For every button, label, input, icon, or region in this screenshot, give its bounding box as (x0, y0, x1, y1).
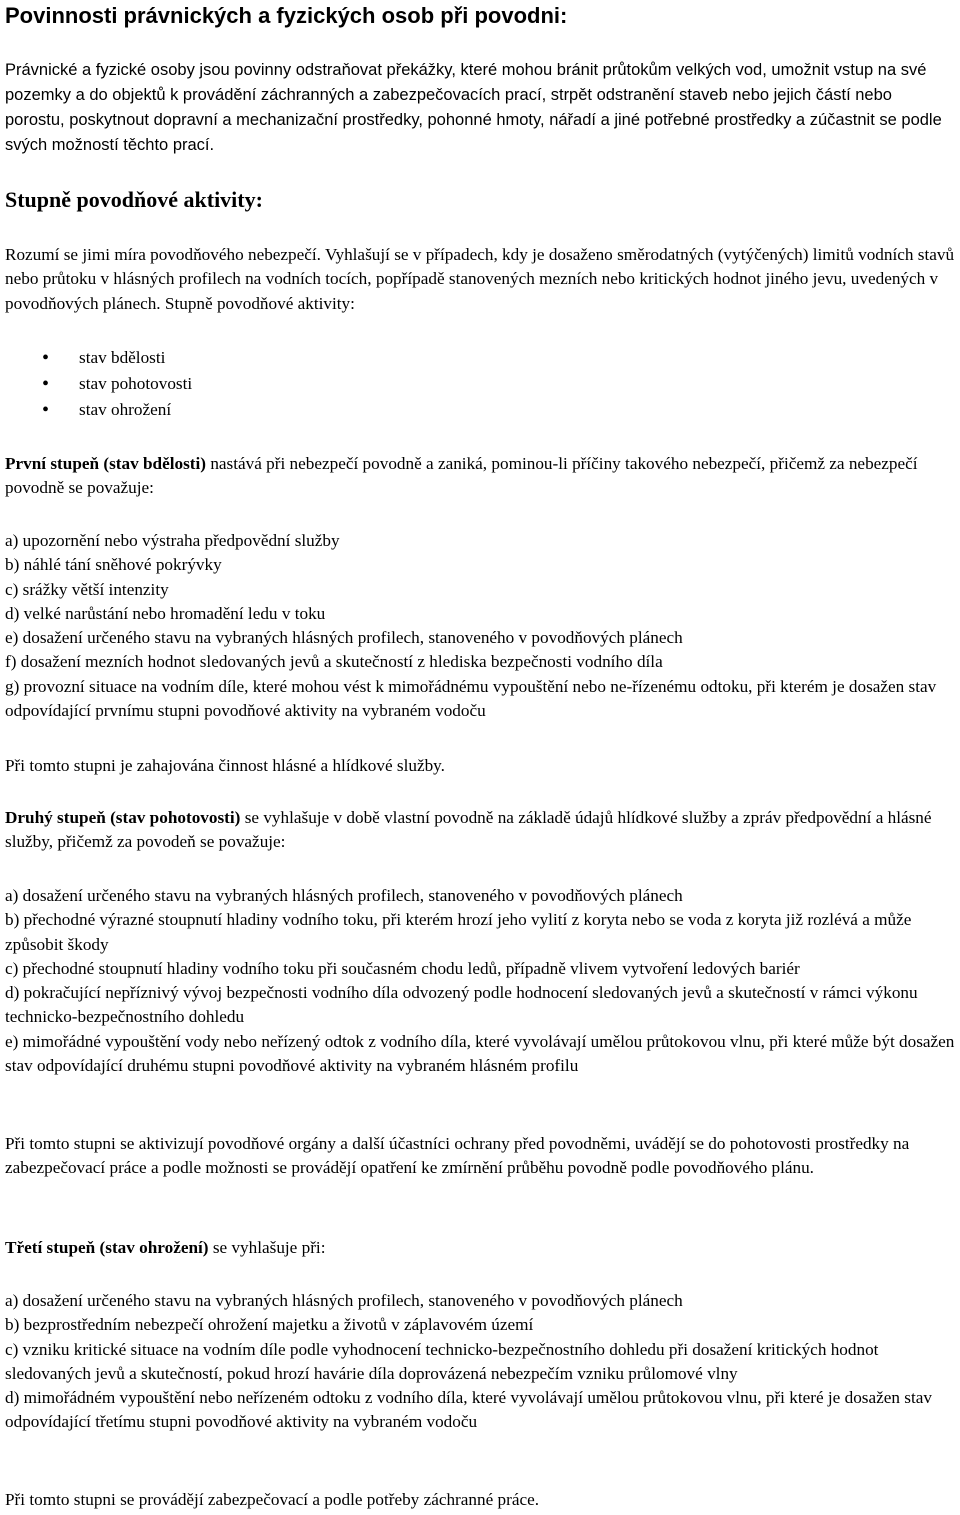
third-level-paragraph (5, 1236, 955, 1260)
list-item: • stav pohotovosti (5, 371, 192, 397)
list-item: e) mimořádné vypouštění vody nebo neřízený odtok z vodního díla, které vyvolávají umělou průtokovou vlnu, při které může být dosažen stav odpovídající druhému stupni povodňové aktivity na vybraném hlásném profilu (5, 1031, 955, 1076)
section-intro-paragraph: Rozumí se jimi míra povodňového nebezpečí. Vyhlašují se v případech, kdy je dosaženo směrodatných (vytýčených) limitů vodních stavů nebo průtoku v hlásných profilech na vodních tocích, popřípadě stanovených mezních nebo kritických hodnot jiného jevu, uvedených v povodňových plánech. Stupně povodňové aktivity: (5, 245, 955, 313)
second-level-list (5, 884, 955, 1078)
third-level-label: Třetí stupeň (stav ohrožení) (5, 1238, 209, 1257)
list-item: a) dosažení určeného stavu na vybraných hlásných profilech, stanoveného v povodňových plánech (5, 886, 683, 905)
first-level-note: Při tomto stupni je zahajována činnost hlásné a hlídkové služby. (5, 756, 445, 775)
page-title: Povinnosti právnických a fyzických osob při povodni: (5, 3, 568, 28)
levels-list (5, 345, 192, 423)
first-level-paragraph (5, 452, 955, 501)
list-item: c) přechodné stoupnutí hladiny vodního toku při současném chodu ledů, případně vlivem vytvoření ledových bariér (5, 958, 800, 978)
list-item: b) přechodné výrazné stoupnutí hladiny vodního toku, při kterém hrozí jeho vylití z koryta nebo se voda z koryta již rozlévá a může způsobit škody (5, 910, 912, 954)
list-item: • stav ohrožení (5, 397, 192, 423)
list-item: b) bezprostředním nebezpečí ohrožení majetku a životů v záplavovém území (5, 1315, 534, 1335)
list-item: d) mimořádném vypouštění nebo neřízeném odtoku z vodního díla, které vyvolávají umělou průtokovou vlnu, při které je dosažen stav odpovídající třetímu stupni povodňové aktivity na vybraném vodoču (5, 1388, 932, 1432)
second-level-text: se vyhlašuje v době vlastní povodně na základě údajů hlídkové služby a zpráv předpovědní a hlásné služby, přičemž za povodeň se považuje: (5, 808, 932, 852)
list-item: • stav bdělosti (5, 345, 192, 371)
list-item: d) velké narůstání nebo hromadění ledu v toku (5, 603, 326, 623)
third-level-list (5, 1289, 955, 1435)
list-item: f) dosažení mezních hodnot sledovaných jevů a skutečností z hlediska bezpečnosti vodního díla (5, 652, 663, 672)
first-level-text: nastává při nebezpečí povodně a zaniká, pominou-li příčiny takového nebezpečí, přičemž za nebezpečí povodně se považuje: (5, 454, 918, 498)
list-item: a) dosažení určeného stavu na vybraných hlásných profilech, stanoveného v povodňových plánech (5, 1291, 683, 1310)
list-item: c) vzniku kritické situace na vodním díle podle vyhodnocení technicko-bezpečnostního dohledu při dosažení kritických hodnot sledovaných jevů a skutečností, pokud hrozí havárie díla doprovázená nebezpečím vzniku průlomové vlny (5, 1339, 879, 1383)
first-level-label: První stupeň (stav bdělosti) (5, 454, 207, 473)
list-item: g) provozní situace na vodním díle, které mohou vést k mimořádnému vypouštění nebo ne-řízenému odtoku, při kterém je dosažen stav odpovídající prvnímu stupni povodňové aktivity na vybraném vodoču (5, 676, 937, 721)
section-heading: Stupně povodňové aktivity: (5, 187, 263, 212)
first-level-list (5, 529, 955, 723)
intro-paragraph: Právnické a fyzické osoby jsou povinny odstraňovat překážky, které mohou bránit průtokům velkých vod, umožnit vstup na své pozemky a do objektů k provádění záchranných a zabezpečovacích prací, strpět odstranění staveb nebo jejich částí nebo porostu, poskytnout dopravní a mechanizační prostředky, pohonné hmoty, nářadí a jiné potřebné prostředky a zúčastnit se podle svých možností těchto prací. (5, 61, 942, 154)
second-level-note: Při tomto stupni se aktivizují povodňové orgány a další účastníci ochrany před povodněmi, uvádějí se do pohotovosti prostředky na zabezpečovací práce a podle možnosti se provádějí opatření ke zmírnění průběhu povodně podle povodňového plánu. (5, 1134, 910, 1178)
third-level-note: Při tomto stupni se provádějí zabezpečovací a podle potřeby záchranné práce. (5, 1490, 540, 1509)
second-level-paragraph (5, 806, 955, 855)
list-item: e) dosažení určeného stavu na vybraných hlásných profilech, stanoveného v povodňových plánech (5, 628, 683, 648)
list-item: b) náhlé tání sněhové pokrývky (5, 555, 222, 575)
list-item: c) srážky větší intenzity (5, 579, 169, 599)
list-item: d) pokračující nepříznivý vývoj bezpečnosti vodního díla odvozený podle hodnocení sledovaných jevů a skutečností v rámci výkonu technicko-bezpečnostního dohledu (5, 983, 918, 1027)
third-level-text: se vyhlašuje při: (208, 1238, 326, 1257)
list-item: a) upozornění nebo výstraha předpovědní služby (5, 531, 340, 550)
second-level-label: Druhý stupeň (stav pohotovosti) (5, 808, 241, 827)
